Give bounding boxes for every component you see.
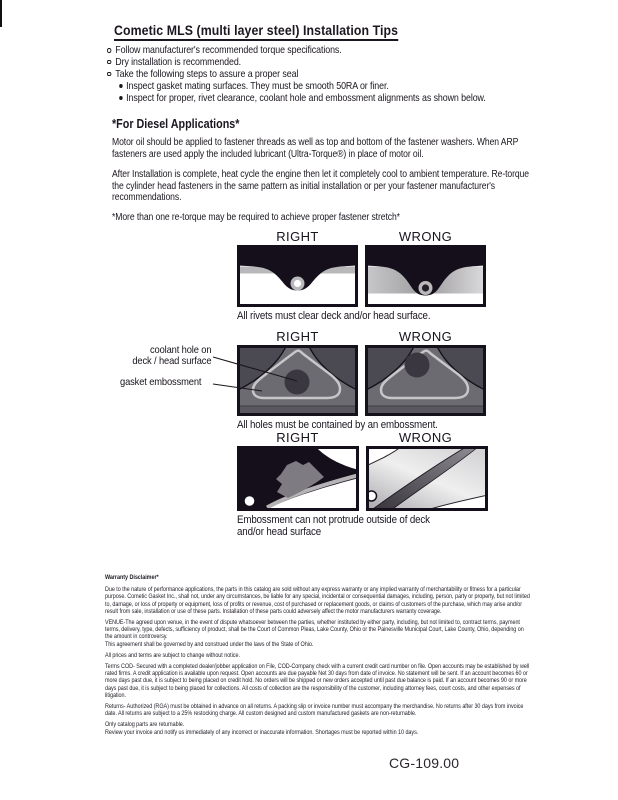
sub-bullet-text: Inspect gasket mating surfaces. They must be smooth 50RA or finer. bbox=[126, 80, 389, 92]
disclaimer-paragraph-prices: All prices and terms are subject to change without notice. bbox=[105, 651, 240, 659]
open-circle-bullet-icon bbox=[107, 72, 111, 77]
diagram-rivet-clearance bbox=[237, 229, 497, 322]
bullet-item bbox=[107, 57, 559, 69]
scan-edge-mark bbox=[0, 0, 2, 27]
gasket-embossment-callout: gasket embossment bbox=[120, 377, 202, 388]
wrong-label: WRONG bbox=[398, 430, 453, 445]
containment-right-figure bbox=[237, 345, 358, 416]
sub-bullet-item bbox=[119, 93, 559, 105]
containment-caption: All holes must be contained by an embossment. bbox=[237, 419, 438, 431]
bullet-text: Take the following steps to assure a proper seal bbox=[115, 68, 299, 80]
disclaimer-paragraph-only-catalog: Only catalog parts are returnable. bbox=[105, 721, 185, 729]
bullet-item bbox=[107, 69, 559, 81]
wrong-label: WRONG bbox=[398, 229, 453, 244]
coolant-hole-callout: coolant hole on deck / head surface bbox=[132, 345, 212, 367]
rivet-wrong-figure bbox=[365, 245, 486, 307]
disclaimer-paragraph-governed: This agreement shall be governed by and construed under the laws of the State of Ohio. bbox=[105, 640, 314, 648]
diagram-embossment-protrusion bbox=[237, 430, 497, 538]
warranty-disclaimer-section bbox=[105, 574, 530, 740]
diagram-hole-containment bbox=[237, 329, 497, 431]
diesel-applications-section bbox=[112, 119, 535, 233]
right-label: RIGHT bbox=[276, 430, 319, 445]
open-circle-bullet-icon bbox=[107, 48, 111, 53]
protrusion-wrong-figure bbox=[366, 446, 488, 511]
disclaimer-paragraph-warranty: Due to the nature of performance applications, the parts in this catalog are sold without any express warranty or any implied warranty of merchantability or fitness for a particular purpose. Cometic Gasket Inc., shall not, under any circumstances, be liable for any special, incidental or consequential damages, including, person, party or property, but not limited to, damage, or loss of property or equipment, loss of profits or revenue, cost of purchased or replacement goods, or claims of customers of the purchase, which may arise and/or result from sale, installation or use of these parts. Installation of these parts could adversely affect the motor manufacturers warranty coverage. bbox=[105, 586, 530, 615]
diesel-heading: *For Diesel Applications* bbox=[112, 117, 240, 131]
bullet-text: Dry installation is recommended. bbox=[115, 56, 242, 68]
protrusion-right-figure bbox=[237, 446, 359, 511]
right-label: RIGHT bbox=[276, 229, 319, 244]
warranty-disclaimer-heading: Warranty Disclaimer* bbox=[105, 574, 159, 581]
bullet-text: Follow manufacturer's recommended torque specifications. bbox=[115, 45, 342, 56]
wrong-label: WRONG bbox=[398, 329, 453, 344]
sub-bullet-item bbox=[119, 81, 559, 93]
retorque-note: *More than one re-torque may be required to achieve proper fastener stretch* bbox=[112, 212, 400, 224]
open-circle-bullet-icon bbox=[107, 60, 111, 65]
page-title: Cometic MLS (multi layer steel) Installation Tips bbox=[114, 22, 398, 41]
filled-dot-bullet-icon bbox=[119, 84, 122, 88]
diesel-paragraph-heat-cycle: After Installation is complete, heat cycle the engine then let it completely cool to ambient temperature. Re-torque the cylinder head fasteners in the same pattern as initial installation or per your fastener manufacturer's recommendations. bbox=[112, 169, 530, 204]
rivet-right-figure bbox=[237, 245, 358, 307]
disclaimer-paragraph-terms: Terms COD- Secured with a completed dealer/jobber application on File, COD-Company check with a current credit card number on file. Open accounts may be established by well rated firms. A credit application is available upon request. Open accounts are due payable Net 30 days from date of invoice. No statement will be sent. If an account becomes 60 or more days past due, it is subject to being placed on credit hold. No orders will be shipped or new orders accepted until past due balance is paid. If an account becomes 90 or more days past due, it is subject to being placed for collections. All costs of collection are the responsibility of the customer, including attorney fees, court costs, and other expenses of litigation. bbox=[105, 663, 530, 699]
page-code: CG-109.00 bbox=[389, 755, 460, 771]
bullet-item bbox=[107, 45, 559, 57]
bullet-list bbox=[107, 45, 559, 105]
protrusion-caption: Embossment can not protrude outside of deck and/or head surface bbox=[237, 514, 430, 538]
sub-bullet-text: Inspect for proper, rivet clearance, coolant hole and embossment alignments as shown below. bbox=[126, 92, 486, 104]
filled-dot-bullet-icon bbox=[119, 96, 122, 100]
disclaimer-paragraph-venue: VENUE-The agreed upon venue, in the event of dispute whatsoever between the parties, whether instituted by either party, including, but not limited to, contract terms, payment terms, delivery, type, defects, sufficiency of product, shall be the Court of Common Pleas, Lake County, Ohio or the Painesville Municipal Court, Lake County, Ohio, depending on the amount in controversy. bbox=[105, 619, 524, 641]
containment-wrong-figure bbox=[365, 345, 486, 416]
disclaimer-paragraph-returns: Returns- Authorized (RGA) must be obtained in advance on all returns. A packing slip or invoice number must accompany the merchandise. No returns after 30 days from invoice date. All returns are subject to a 25% restocking charge. All custom designed and custom manufactured gaskets are non-returnable. bbox=[105, 703, 524, 718]
diesel-paragraph-oil: Motor oil should be applied to fastener threads as well as top and bottom of the fastener washers. When ARP fasteners are used apply the included lubricant (Ultra-Torque®) in place of motor oil. bbox=[112, 137, 519, 160]
right-label: RIGHT bbox=[276, 329, 319, 344]
disclaimer-paragraph-review: Review your invoice and notify us immediately of any incorrect or inaccurate information. Shortages must be reported within 10 days. bbox=[105, 728, 419, 736]
rivet-caption: All rivets must clear deck and/or head surface. bbox=[237, 310, 431, 322]
